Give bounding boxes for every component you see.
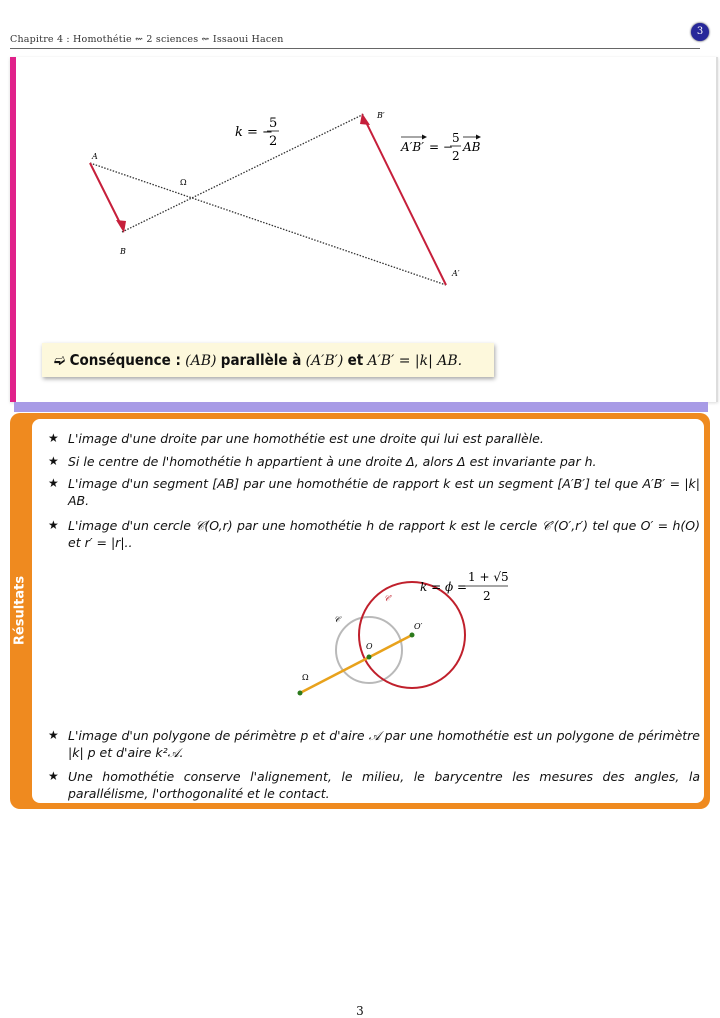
result-item	[48, 768, 700, 802]
vector-ab	[90, 163, 122, 227]
result-item-text: L'image d'une droite par une homothétie est une droite qui lui est parallèle.	[68, 431, 544, 446]
header-title: Chapitre 4 : Homothétie ⇜ 2 sciences ⇜ Issaoui Hacen	[10, 34, 284, 45]
star-bullet-icon: ★	[48, 769, 59, 783]
result-item	[48, 727, 700, 761]
point-bprime-label: B′	[377, 111, 385, 120]
point-o-label: O	[366, 642, 373, 651]
vector-lhs: A′B′	[401, 140, 424, 154]
vector-numerator: 5	[452, 131, 460, 145]
homothety-figure-box	[10, 57, 718, 402]
star-bullet-icon: ★	[48, 431, 59, 445]
consequence-line-ab: (AB)	[185, 353, 217, 369]
result-item-text: L'image d'un polygone de périmètre p et d'aire 𝒜 par une homothétie est un polygone de périmètre |k| p et d'aire k²𝒜.	[68, 728, 700, 760]
phi-k-label: k = ϕ =	[420, 580, 468, 594]
vector-formula	[400, 131, 481, 163]
ratio-numerator: 5	[269, 116, 278, 131]
result-item	[48, 453, 700, 470]
ratio-k-label: k = −	[235, 125, 273, 140]
vector-ab-arrowhead	[116, 220, 126, 233]
phi-formula	[420, 570, 509, 603]
star-bullet-icon: ★	[48, 454, 59, 468]
result-item	[48, 430, 700, 447]
purple-divider	[14, 402, 708, 412]
star-bullet-icon: ★	[48, 518, 59, 532]
circle-c-prime-label: 𝒞′	[384, 594, 392, 603]
point-a-label: A	[92, 152, 98, 161]
point-o	[367, 655, 372, 660]
ratio-denominator: 2	[269, 134, 278, 149]
point-omega-label: Ω	[302, 673, 309, 682]
consequence-icon: ➫	[54, 351, 66, 369]
result-item	[48, 475, 700, 509]
consequence-and-text: et	[347, 351, 364, 369]
results-side-label: Résultats	[12, 575, 28, 646]
phi-numerator: 1 + √5	[468, 570, 509, 584]
star-bullet-icon: ★	[48, 476, 59, 490]
consequence-parallel-text: parallèle à	[220, 351, 302, 369]
consequence-box	[42, 343, 494, 377]
result-item-text: L'image d'un cercle 𝒞(O,r) par une homothétie h de rapport k est le cercle 𝒞′(O′,r′) tel que O′ = h(O) et r′ = |r|..	[68, 518, 700, 550]
point-o-prime-label: O′	[414, 622, 423, 631]
result-item-text: L'image d'un segment [AB] par une homothétie de rapport k est un segment [A′B′] tel que A′B′ = |k| AB.	[68, 476, 700, 508]
consequence-line-aprime-bprime: (A′B′)	[305, 353, 344, 369]
results-content	[32, 419, 704, 803]
result-item-text: Si le centre de l'homothétie h appartient à une droite Δ, alors Δ est invariante par h.	[68, 454, 597, 469]
results-side-tab	[10, 573, 32, 653]
circle-homothety-figure	[272, 567, 532, 707]
star-bullet-icon: ★	[48, 728, 59, 742]
ratio-formula	[235, 116, 279, 149]
page-badge: 3	[691, 23, 709, 41]
consequence-length-relation: A′B′ = |k| AB.	[367, 353, 463, 369]
phi-denominator: 2	[483, 589, 491, 603]
consequence-label: Conséquence :	[69, 351, 181, 369]
point-b-label: B	[120, 247, 126, 256]
point-omega	[298, 691, 303, 696]
page-number: 3	[356, 1004, 364, 1018]
point-omega-label: Ω	[180, 178, 187, 187]
point-aprime-label: A′	[452, 269, 460, 278]
circle-c-label: 𝒞	[334, 615, 340, 624]
page-header	[10, 32, 700, 49]
point-o-prime	[410, 633, 415, 638]
vector-rhs: AB	[463, 140, 481, 154]
vector-aprime-bprime-arrowhead	[360, 113, 370, 125]
result-item-text: Une homothétie conserve l'alignement, le milieu, le barycentre les mesures des angles, la parallélisme, l'orthogonalité et le contact.	[68, 769, 700, 801]
vector-eq: = −	[429, 140, 453, 154]
vector-denominator: 2	[452, 149, 460, 163]
line-a-aprime	[90, 163, 446, 285]
results-box	[10, 413, 710, 809]
result-item	[48, 517, 700, 551]
